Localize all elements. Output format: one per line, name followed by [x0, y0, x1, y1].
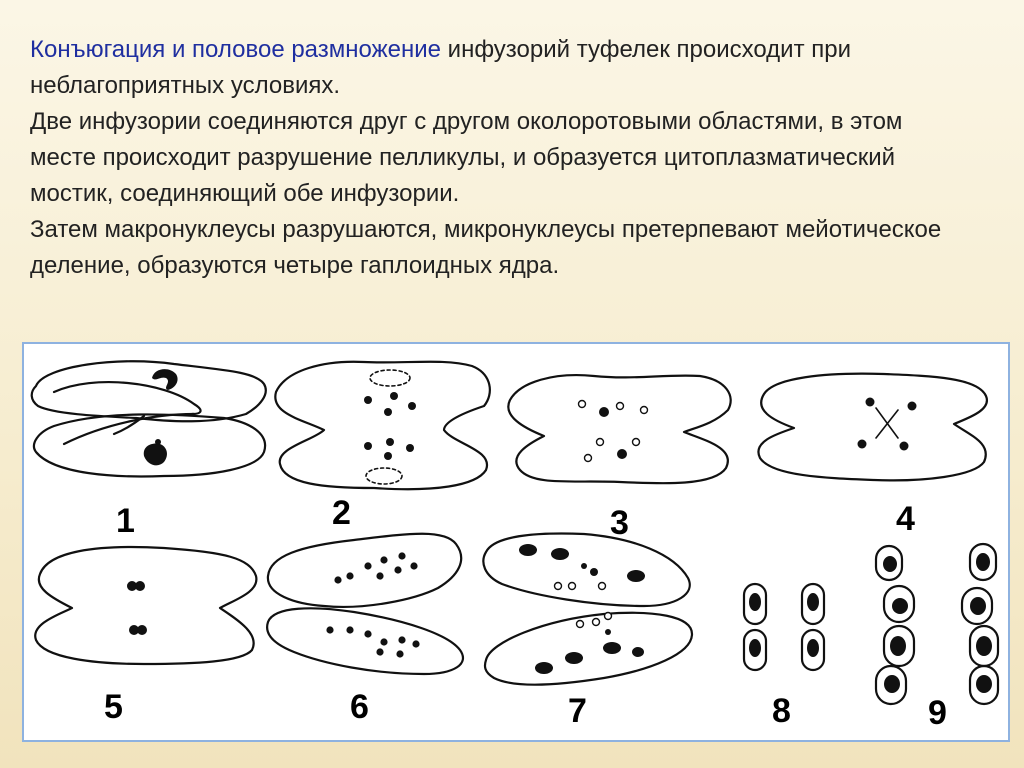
paragraph-1 [30, 32, 1005, 104]
stage-2-cells [275, 362, 490, 490]
conjugation-diagram-panel [22, 342, 1010, 742]
paragraph-1-rest: инфузорий туфелек происходит при неблагоприятных условиях. [30, 36, 851, 99]
stage-9-cells [876, 544, 998, 704]
description-text [30, 32, 1005, 284]
stage-8-cells [744, 584, 824, 670]
highlighted-term: Конъюгация и половое размножение [30, 36, 441, 63]
stage-label-6: 6 [350, 688, 369, 726]
stage-3-cells [508, 375, 730, 483]
stage-5-cells [35, 547, 256, 664]
stage-label-4: 4 [896, 500, 915, 538]
stage-label-8: 8 [772, 692, 791, 730]
stage-label-3: 3 [610, 504, 629, 542]
paragraph-3: Затем макронуклеусы разрушаются, микронуклеусы претерпевают мейотическое деление, образуются четыре гаплоидных ядра. [30, 216, 942, 279]
stage-label-1: 1 [116, 502, 135, 540]
stage-6-cells [267, 534, 463, 674]
stage-7-cells [483, 534, 692, 685]
stage-label-9: 9 [928, 694, 947, 732]
stage-label-2: 2 [332, 494, 351, 532]
conjugation-diagram [24, 344, 1008, 740]
stage-label-5: 5 [104, 688, 123, 726]
paragraph-2: Две инфузории соединяются друг с другом околоротовыми областями, в этом месте происходит разрушение пелликулы, и образуется цитоплазматический мостик, соединяющий обе инфузории. [30, 108, 903, 207]
stage-4-cells [758, 374, 987, 481]
stage-1-cells [32, 361, 266, 476]
stage-label-7: 7 [568, 692, 587, 730]
